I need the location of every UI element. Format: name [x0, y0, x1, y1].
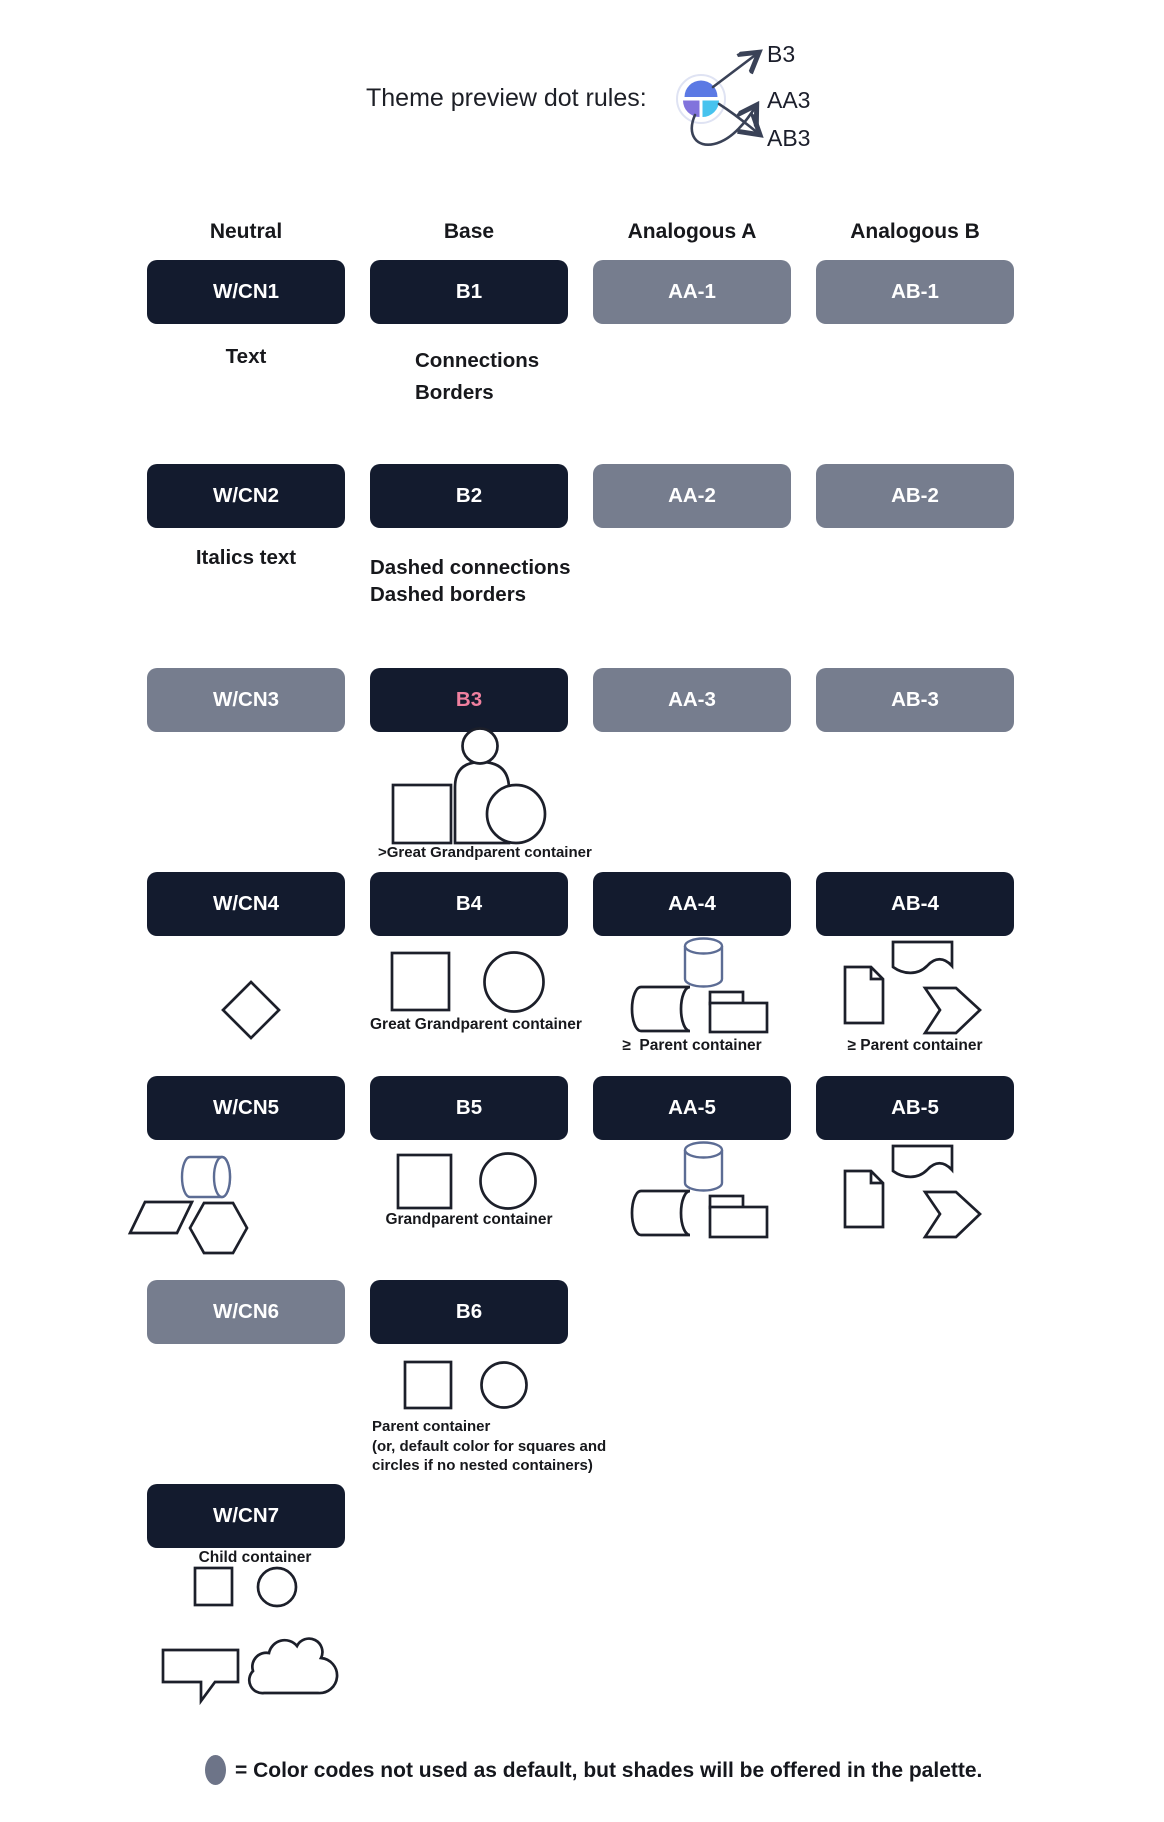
person-shape — [455, 762, 509, 843]
swatch-b2: B2 — [370, 464, 568, 528]
swatch-b4: B4 — [370, 872, 568, 936]
annotation-connections: Connections — [415, 349, 540, 372]
annotation-dashed-connections: Dashed connections — [370, 556, 571, 579]
swatch-wcn6: W/CN6 — [147, 1280, 345, 1344]
parallelogram-shape — [130, 1202, 192, 1233]
horizontal-cylinder-rim-shape — [214, 1157, 230, 1197]
square-shape — [392, 953, 449, 1010]
folder-tab-shape — [710, 992, 743, 1004]
database-cylinder-shape — [685, 946, 722, 987]
swatch-aa1: AA-1 — [593, 260, 791, 324]
circle-shape — [485, 953, 544, 1012]
annotation-parent-block — [372, 1417, 606, 1476]
circle-shape — [487, 785, 545, 843]
swatch-b5: B5 — [370, 1076, 568, 1140]
annotation-child: Child container — [198, 1549, 312, 1566]
page-shape — [845, 1171, 883, 1227]
column-header-base: Base — [443, 220, 495, 243]
dot-target-label-aa3: AA3 — [767, 87, 811, 113]
annotation-parent-line2: (or, default color for squares and — [372, 1437, 607, 1455]
database-cylinder-top-shape — [685, 1143, 722, 1158]
swatch-wcn7: W/CN7 — [147, 1484, 345, 1548]
annotation-great-grandparent-gt: >Great Grandparent container — [378, 844, 592, 861]
circle-shape — [481, 1154, 536, 1209]
annotation-italics-text: Italics text — [195, 546, 297, 569]
annotation-borders: Borders — [415, 381, 494, 404]
swatch-aa5: AA-5 — [593, 1076, 791, 1140]
annotation-text: Text — [225, 345, 267, 368]
database-cylinder-top-shape — [685, 939, 722, 954]
column-header-analogous-a: Analogous A — [627, 220, 757, 243]
tape-shape — [893, 1146, 952, 1177]
square-shape — [393, 785, 451, 843]
cloud-shape — [249, 1639, 337, 1694]
swatch-ab1: AB-1 — [816, 260, 1014, 324]
annotation-grandparent: Grandparent container — [385, 1211, 553, 1228]
square-shape — [405, 1362, 451, 1408]
hexagon-shape — [190, 1203, 247, 1253]
swatch-ab2: AB-2 — [816, 464, 1014, 528]
stored-data-shape — [632, 987, 690, 1031]
dot-bottom-right-segment — [703, 101, 720, 118]
swatch-aa3: AA-3 — [593, 668, 791, 732]
person-head-shape — [463, 729, 498, 764]
column-header-neutral: Neutral — [209, 220, 283, 243]
annotation-parent-ab: ≥ Parent container — [847, 1037, 983, 1054]
page-fold-shape — [871, 1171, 883, 1183]
circle-shape — [258, 1568, 296, 1606]
swatch-aa2: AA-2 — [593, 464, 791, 528]
swatch-aa4: AA-4 — [593, 872, 791, 936]
arrow-to-ab3 — [719, 104, 759, 134]
annotation-connections-borders — [415, 345, 539, 409]
page-fold-shape — [871, 967, 883, 979]
footer-note: = Color codes not used as default, but shades will be offered in the palette. — [235, 1759, 983, 1782]
square-shape — [195, 1568, 232, 1605]
circle-shape — [482, 1363, 527, 1408]
column-header-analogous-b: Analogous B — [850, 220, 980, 243]
dot-target-label-ab3: AB3 — [767, 125, 811, 151]
speech-bubble-shape — [163, 1650, 238, 1701]
folder-body-shape — [710, 1207, 767, 1237]
swatch-ab5: AB-5 — [816, 1076, 1014, 1140]
swatch-wcn2: W/CN2 — [147, 464, 345, 528]
theme-preview-dot-icon — [677, 75, 725, 123]
annotation-parent-line1: Parent container — [372, 1418, 491, 1435]
annotation-parent-aa: ≥ Parent container — [622, 1037, 762, 1054]
annotation-dashed-borders: Dashed borders — [370, 583, 527, 606]
dot-top-segment — [685, 81, 718, 98]
folder-body-shape — [710, 1003, 767, 1032]
diamond-shape — [223, 982, 279, 1038]
swatch-b6: B6 — [370, 1280, 568, 1344]
database-cylinder-shape — [685, 1150, 722, 1191]
swatch-b3: B3 — [370, 668, 568, 732]
annotation-great-grandparent: Great Grandparent container — [370, 1016, 582, 1033]
dot-target-label-b3: B3 — [767, 41, 796, 67]
folder-tab-shape — [710, 1196, 743, 1208]
horizontal-cylinder-shape — [182, 1157, 230, 1197]
page-shape — [845, 967, 883, 1023]
annotation-parent-line3: circles if no nested containers) — [372, 1457, 593, 1474]
annotation-dashed — [370, 554, 571, 608]
chevron-shape — [925, 1192, 980, 1237]
square-shape — [398, 1155, 451, 1208]
swatch-b1: B1 — [370, 260, 568, 324]
swatch-ab4: AB-4 — [816, 872, 1014, 936]
stored-data-shape — [632, 1191, 690, 1235]
dot-bottom-left-segment — [683, 101, 700, 118]
swatch-wcn1: W/CN1 — [147, 260, 345, 324]
swatch-wcn4: W/CN4 — [147, 872, 345, 936]
arrow-to-b3 — [713, 53, 758, 87]
swatch-ab3: AB-3 — [816, 668, 1014, 732]
arrow-to-aa3 — [692, 106, 756, 145]
swatch-wcn3: W/CN3 — [147, 668, 345, 732]
legend-gray-dot — [205, 1755, 226, 1785]
tape-shape — [893, 942, 952, 973]
page-title: Theme preview dot rules: — [366, 84, 647, 112]
chevron-shape — [925, 988, 980, 1033]
swatch-wcn5: W/CN5 — [147, 1076, 345, 1140]
